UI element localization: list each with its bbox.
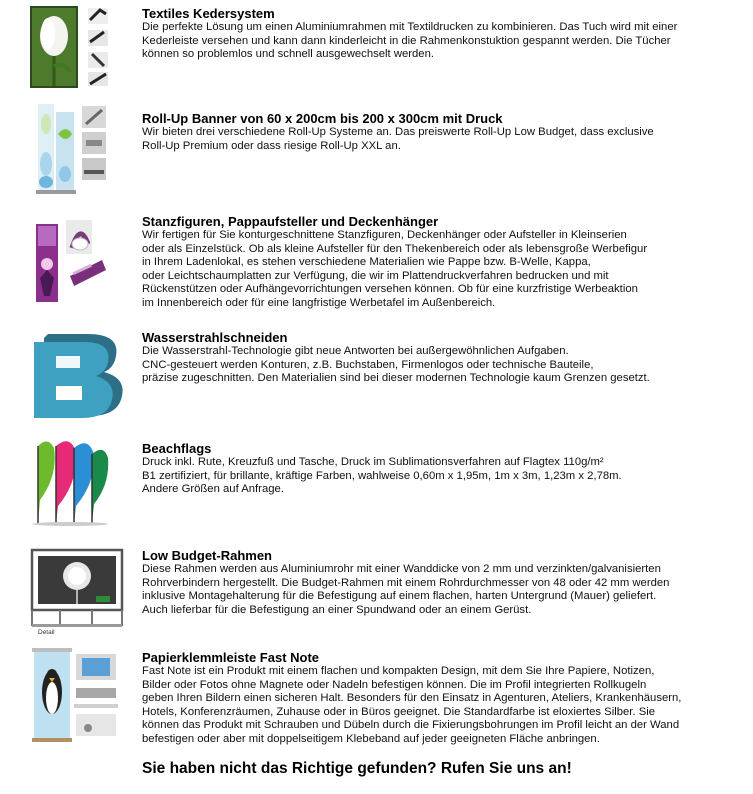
item-title: Stanzfiguren, Pappaufsteller und Deckenhänger [142, 214, 439, 229]
3d-letter-b-thumbnail [30, 330, 128, 420]
item-title: Papierklemmleiste Fast Note [142, 650, 320, 665]
item-description: Fast Note ist ein Produkt mit einem flachen und kompakten Design, mit dem Sie Ihre Papiere, Notizen, Bilder oder Fotos ohne Magnete oder Nadeln befestigen können. Die im Profil integrierten Rollkugeln geben Ihren Bildern einen sicheren Halt. Besonders für den Einsatz in Agenturen, Ateliers, Krankenhäusern, Hotels, Konferenzräumen, Zuhause oder in Büros geeignet. Die Standardfarbe ist eloxiertes Silber. Sie können das Produkt mit Schrauben und Dübeln durch die Fixierungsbohrungen im Profil leicht an der Wand befestigen oder aber mit doppelseitigem Klebeband auf jeder geeigneten Fläche anbringen. [142, 665, 682, 745]
item-description: Druck inkl. Rute, Kreuzfuß und Tasche, Druck im Sublimationsverfahren auf Flagtex 110g/m² B1 zertifiziert, für brillante, kräftige Farben, wahlweise 0,60m x 1,95m, 1m x 3m, 1,23m x 2,78m. Andere Größen auf Anfrage. [142, 456, 622, 495]
cardboard-display-thumbnail [30, 218, 112, 304]
fast-note-thumbnail [30, 648, 126, 744]
aluminium-frame-thumbnail [30, 546, 126, 636]
contact-call-to-action: Sie haben nicht das Richtige gefunden? Rufen Sie uns an! [142, 760, 572, 777]
item-description: Wir fertigen für Sie konturgeschnittene Stanzfiguren, Deckenhänger oder Aufsteller in Kleinserien oder als Einzelstück. Ob als kleine Aufsteller für den Thekenbereich oder als lebensgroße Werbefigur in Ihrem Ladenlokal, es stehen verschiedene Materialien wie Pappe bzw. B-Welle, Kappa, oder Leichtschaumplatten zur Verfügung, die wir im Plattendruckverfahren bedrucken und mit Rückenstützen oder Aufhängevorrichtungen versehen können. Ob für eine kurzfristige Werbeaktion im Innenbereich oder für eine langfristige Werbetafel im Außenbereich. [142, 229, 648, 309]
item-description: Wir bieten drei verschiedene Roll-Up Systeme an. Das preiswerte Roll-Up Low Budget, dass exclusive Roll-Up Premium oder dass riesige Roll-Up XXL an. [142, 126, 654, 152]
textile-frame-thumbnail [30, 6, 112, 88]
rollup-banner-thumbnail [30, 104, 112, 196]
item-description: Die perfekte Lösung um einen Aluminiumrahmen mit Textildrucken zu kombinieren. Das Tuch wird mit einer Kederleiste versehen und kann dann kinderleicht in die Rahmenkonstuktion gespannt werden. Die Tücher können so problemlos und schnell ausgewechselt werden. [142, 21, 678, 60]
item-description: Diese Rahmen werden aus Aluminiumrohr mit einer Wanddicke von 2 mm und verzinkten/galvanisierten Rohrverbindern hergestellt. Die Budget-Rahmen mit einem Rohrdurchmesser von 48 oder 42 mm werden inklusive Montagehalterung für die Befestigung auf einem flachen, harten Untergrund (Mauer) geliefert. Auch lieferbar für die Befestigung an einer Spundwand oder an einem Gerüst. [142, 563, 670, 616]
item-title: Textiles Kedersystem [142, 6, 275, 21]
frame-detail-label: Detail [38, 629, 55, 636]
item-description: Die Wasserstrahl-Technologie gibt neue Antworten bei außergewöhnlichen Aufgaben. CNC-gesteuert werden Konturen, z.B. Buchstaben, Firmenlogos oder technische Bauteile, präzise zugeschnitten. Den Materialien sind bei dieser modernen Technologie kaum Grenzen gesetzt. [142, 345, 650, 384]
beachflags-thumbnail [30, 436, 114, 526]
item-title: Low Budget-Rahmen [142, 548, 272, 563]
item-title: Roll-Up Banner von 60 x 200cm bis 200 x 300cm mit Druck [142, 111, 503, 126]
item-title: Beachflags [142, 441, 212, 456]
item-title: Wasserstrahlschneiden [142, 330, 288, 345]
